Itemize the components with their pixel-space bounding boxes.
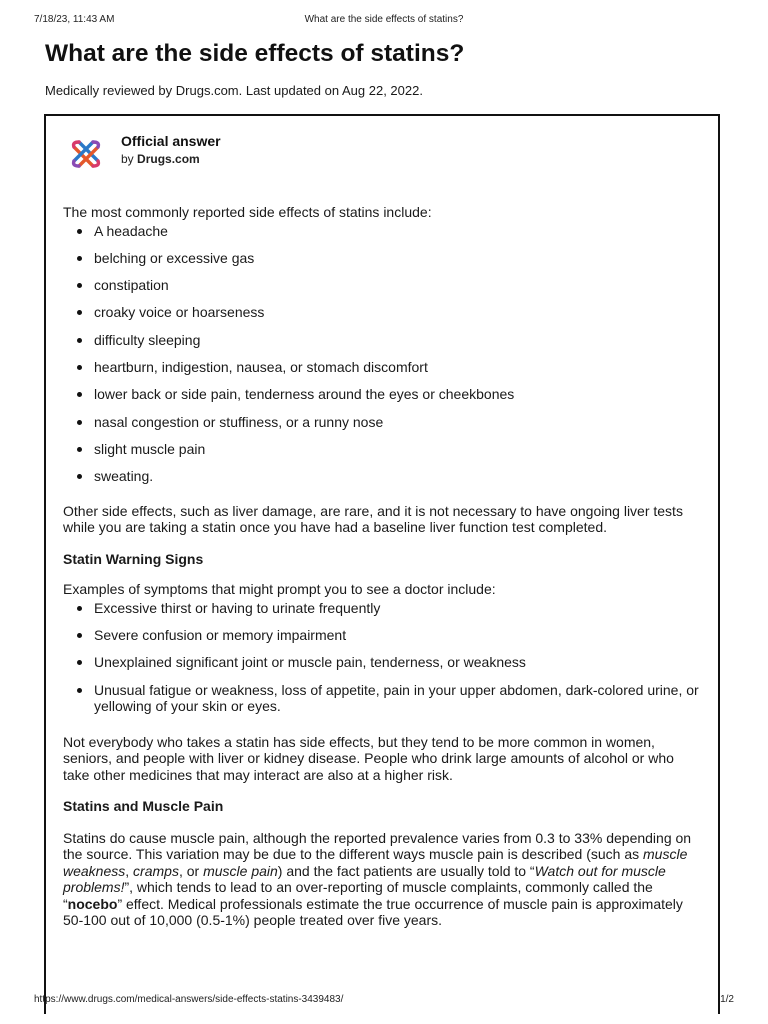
list-item: constipation [63,277,704,294]
warning-signs-list [63,600,704,715]
drugs-com-logo-icon [68,136,104,172]
warning-signs-intro: Examples of symptoms that might prompt you to see a doctor include: [63,581,496,598]
list-item: heartburn, indigestion, nausea, or stomach discomfort [63,359,704,376]
list-item: sweating. [63,468,704,485]
rare-effects-paragraph: Other side effects, such as liver damage, are rare, and it is not necessary to have ongoing liver tests while you are taking a statin once you have had a baseline liver function test completed. [63,502,683,536]
list-item: Severe confusion or memory impairment [63,627,704,644]
page-number: 1/2 [720,994,734,1005]
muscle-pain-heading: Statins and Muscle Pain [63,798,224,815]
list-item: Unexplained significant joint or muscle pain, tenderness, or weakness [63,654,704,671]
official-answer-label: Official answer [121,133,221,149]
answer-byline [121,152,200,166]
print-header [34,14,734,28]
list-item: belching or excessive gas [63,250,704,267]
list-item: slight muscle pain [63,441,704,458]
page-title: What are the side effects of statins? [45,40,465,67]
list-item: lower back or side pain, tenderness around the eyes or cheekbones [63,386,704,403]
print-page-title: What are the side effects of statins? [304,14,464,25]
emphasis-text: muscle weakness [63,846,688,879]
warning-signs-heading: Statin Warning Signs [63,550,204,567]
answer-content [63,204,704,929]
review-info: Medically reviewed by Drugs.com. Last updated on Aug 22, 2022. [45,83,423,98]
risk-paragraph: Not everybody who takes a statin has side effects, but they tend to be more common in women, seniors, and people with liver or kidney disease. People who drink large amounts of alcohol or who take other medicines that may interact are also at a higher risk. [63,733,674,783]
list-item: croaky voice or hoarseness [63,304,704,321]
official-answer-box [44,114,720,1014]
side-effects-intro: The most commonly reported side effects of statins include: [63,204,432,220]
nocebo-term: nocebo [67,895,118,912]
muscle-pain-paragraph: Statins do cause muscle pain, although the reported prevalence varies from 0.3 to 33% depending on the source. This variation may be due to the different ways muscle pain is described (such as muscle weakness, cramps, or muscle pain) and the fact patients are usually told to “Watch out for muscle problems!”, which tends to lead to an over-reporting of muscle complaints, commonly called the “nocebo” effect. Medical professionals estimate the true occurrence of muscle pain is approximately 50-100 out of 10,000 (0.5-1%) people treated over five years. [63,829,692,929]
emphasis-text: muscle pain [203,862,278,879]
byline-source: Drugs.com [137,152,200,166]
list-item: Excessive thirst or having to urinate frequently [63,600,704,617]
list-item: nasal congestion or stuffiness, or a runny nose [63,414,704,431]
source-url-link[interactable]: https://www.drugs.com/medical-answers/side-effects-statins-3439483/ [34,994,344,1005]
emphasis-text: cramps [133,862,179,879]
side-effects-list [63,223,704,485]
print-datetime: 7/18/23, 11:43 AM [34,14,115,25]
list-item: difficulty sleeping [63,332,704,349]
byline-prefix: by [121,152,134,166]
emphasis-text: Watch out for muscle problems! [63,862,666,896]
list-item: Unusual fatigue or weakness, loss of appetite, pain in your upper abdomen, dark-colored urine, or yellowing of your skin or eyes. [63,682,704,715]
list-item: A headache [63,223,704,240]
